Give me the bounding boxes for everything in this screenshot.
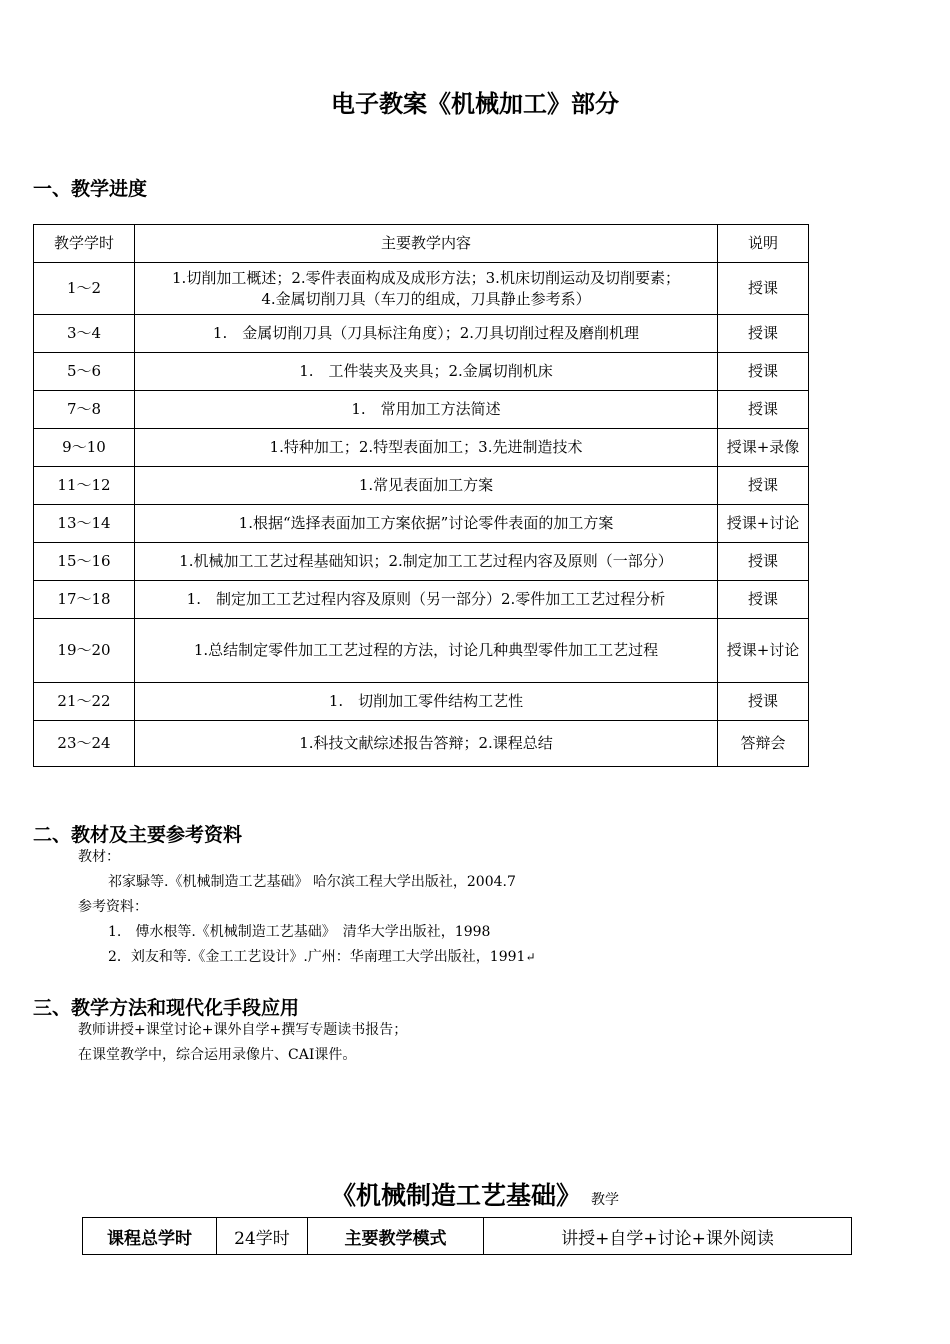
table-row	[34, 683, 809, 721]
row-content	[135, 467, 718, 505]
course-title-suffix: 教学	[591, 1192, 619, 1208]
course-title	[0, 1176, 950, 1212]
row-content-line: 1.总结制定零件加工工艺过程的方法，讨论几种典型零件加工工艺过程	[193, 641, 659, 659]
section-heading-schedule: 一、教学进度	[33, 178, 148, 200]
row-hours: 23～24	[34, 721, 135, 767]
row-note: 授课	[718, 543, 809, 581]
row-note: 授课	[718, 353, 809, 391]
table-row	[34, 581, 809, 619]
table-row	[34, 315, 809, 353]
header-hours: 教学学时	[34, 225, 135, 263]
table-row	[34, 505, 809, 543]
row-content	[135, 429, 718, 467]
row-content-line: 1.科技文献综述报告答辩；2.课程总结	[299, 734, 553, 752]
schedule-table	[33, 224, 809, 767]
total-hours-value: 24学时	[217, 1218, 308, 1255]
row-content-line: 1. 制定加工工艺过程内容及原则（另一部分）2.零件加工工艺过程分析	[186, 590, 666, 608]
reference-item: 2．刘友和等.《金工工艺设计》.广州：华南理工大学出版社，1991↵	[108, 949, 536, 965]
row-content-line: 1.根据“选择表面加工方案依据”讨论零件表面的加工方案	[238, 514, 614, 532]
row-content-line: 1.特种加工；2.特型表面加工；3.先进制造技术	[269, 438, 583, 456]
table-header-row	[34, 225, 809, 263]
table-row	[34, 429, 809, 467]
row-content	[135, 683, 718, 721]
row-content	[135, 353, 718, 391]
row-hours: 13～14	[34, 505, 135, 543]
header-note: 说明	[718, 225, 809, 263]
references-label: 参考资料：	[78, 899, 148, 915]
row-note: 授课+讨论	[718, 619, 809, 683]
row-content-line: 1.常见表面加工方案	[358, 476, 494, 494]
row-note: 授课+录像	[718, 429, 809, 467]
table-row	[34, 721, 809, 767]
course-info-table	[82, 1217, 852, 1255]
row-hours: 21～22	[34, 683, 135, 721]
textbook-entry: 祁家騄等.《机械制造工艺基础》 哈尔滨工程大学出版社，2004.7	[108, 874, 516, 890]
row-note: 授课	[718, 315, 809, 353]
row-hours: 5～6	[34, 353, 135, 391]
row-content	[135, 315, 718, 353]
course-title-main: 《机械制造工艺基础》	[330, 1181, 581, 1210]
row-note: 授课	[718, 683, 809, 721]
row-hours: 7～8	[34, 391, 135, 429]
paragraph-mark-icon: ↵	[525, 950, 536, 964]
row-hours: 3～4	[34, 315, 135, 353]
row-hours: 19～20	[34, 619, 135, 683]
table-row	[34, 467, 809, 505]
row-note: 授课	[718, 467, 809, 505]
section-heading-materials: 二、教材及主要参考资料	[33, 824, 243, 846]
row-note: 授课	[718, 581, 809, 619]
total-hours-label: 课程总学时	[83, 1218, 217, 1255]
row-content	[135, 263, 718, 315]
table-row	[34, 619, 809, 683]
row-note: 授课	[718, 263, 809, 315]
page-title: 电子教案《机械加工》部分	[331, 90, 619, 118]
teaching-mode-label: 主要教学模式	[308, 1218, 484, 1255]
table-row	[34, 543, 809, 581]
row-content	[135, 721, 718, 767]
row-hours: 17～18	[34, 581, 135, 619]
row-note: 授课+讨论	[718, 505, 809, 543]
textbook-label: 教材：	[78, 849, 120, 865]
table-row	[34, 263, 809, 315]
section-heading-methods: 三、教学方法和现代化手段应用	[33, 997, 300, 1019]
row-content-line: 1. 金属切削刀具（刀具标注角度）；2.刀具切削过程及磨削机理	[212, 324, 640, 342]
methods-line: 教师讲授+课堂讨论+课外自学+撰写专题读书报告；	[78, 1022, 408, 1038]
row-hours: 1～2	[34, 263, 135, 315]
teaching-mode-value: 讲授+自学+讨论+课外阅读	[484, 1218, 852, 1255]
row-content-line: 1. 常用加工方法简述	[351, 400, 501, 418]
row-content-line: 1. 工件装夹及夹具；2.金属切削机床	[299, 362, 553, 380]
methods-line: 在课堂教学中，综合运用录像片、CAI课件。	[78, 1047, 357, 1063]
row-content	[135, 581, 718, 619]
row-content	[135, 505, 718, 543]
row-hours: 9～10	[34, 429, 135, 467]
row-content	[135, 619, 718, 683]
reference-item: 1. 傅水根等.《机械制造工艺基础》 清华大学出版社，1998	[108, 924, 491, 940]
row-content-line: 1. 切削加工零件结构工艺性	[328, 692, 524, 710]
row-content-line: 1.切削加工概述；2.零件表面构成及成形方法；3.机床切削运动及切削要素；	[172, 268, 680, 287]
row-hours: 15～16	[34, 543, 135, 581]
table-row	[34, 353, 809, 391]
row-content	[135, 543, 718, 581]
row-note: 答辩会	[718, 721, 809, 767]
row-content	[135, 391, 718, 429]
table-row	[34, 391, 809, 429]
row-content-line: 4.金属切削刀具（车刀的组成，刀具静止参考系）	[261, 289, 591, 308]
row-note: 授课	[718, 391, 809, 429]
header-content: 主要教学内容	[135, 225, 718, 263]
row-hours: 11～12	[34, 467, 135, 505]
row-content-line: 1.机械加工工艺过程基础知识；2.制定加工工艺过程内容及原则（一部分）	[179, 552, 673, 570]
